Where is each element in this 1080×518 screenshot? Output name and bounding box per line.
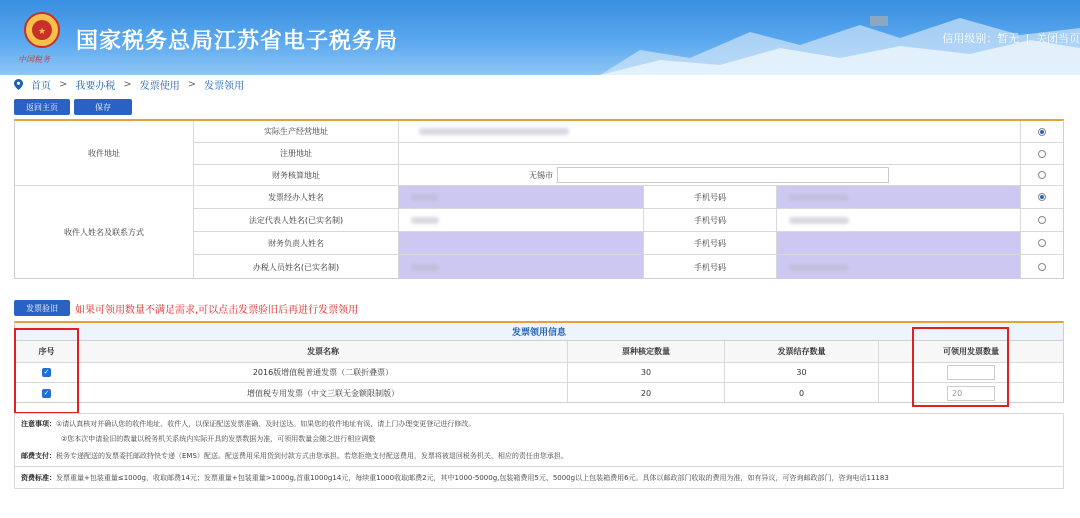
contact-row-label: 办税人员姓名(已实名制) xyxy=(194,255,399,279)
contact-name-input[interactable] xyxy=(399,186,644,209)
breadcrumb-separator: > xyxy=(187,78,197,90)
contact-radio-cell[interactable] xyxy=(1021,232,1063,255)
contact-radio[interactable] xyxy=(1038,193,1046,201)
contact-name-input[interactable] xyxy=(399,255,644,279)
delivery-info-table xyxy=(14,119,1064,279)
postal-line: 邮费支付：税务专递配送的发票委托邮政特快专递（EMS）配送。配送费用采用货到付款方式由您承担。若您拒绝支付配送费用，发票将被退回税务机关，相应的责任由您承担。 xyxy=(21,452,568,460)
invoice-table xyxy=(14,321,1064,403)
city-label: 无锡市 xyxy=(529,170,553,180)
contact-name-input[interactable] xyxy=(399,232,644,255)
address-radio[interactable] xyxy=(1038,128,1046,136)
address-city-cell xyxy=(399,165,1021,186)
address-detail-input[interactable] xyxy=(557,167,889,183)
contact-radio-cell[interactable] xyxy=(1021,186,1063,209)
breadcrumb-invoice-claim[interactable]: 发票领用 xyxy=(204,80,245,92)
phone-input[interactable] xyxy=(777,232,1021,255)
breadcrumb xyxy=(14,77,244,91)
available-qty-input[interactable]: 20 xyxy=(947,386,995,401)
save-button[interactable]: 保存 xyxy=(74,99,132,115)
notice-line-2: ②您本次申请验旧的数量以税务机关系统内实际开具的发票数据为准，可领用数量会随之进行相应调整 xyxy=(61,435,376,443)
address-row-label: 实际生产经营地址 xyxy=(194,121,399,143)
address-radio-cell[interactable] xyxy=(1021,121,1063,143)
verify-row xyxy=(14,300,358,316)
breadcrumb-invoice-use[interactable]: 发票使用 xyxy=(139,80,180,92)
site-header xyxy=(0,0,1080,75)
breadcrumb-separator: > xyxy=(123,78,132,90)
verify-hint: 如果可领用数量不满足需求,可以点击发票验旧后再进行发票领用 xyxy=(75,304,359,316)
highlight-available-column xyxy=(912,327,1009,407)
col-header-stock: 发票结存数量 xyxy=(725,341,879,363)
contact-radio[interactable] xyxy=(1038,263,1046,271)
row-checkbox[interactable]: ✓ xyxy=(43,388,50,397)
row-checkbox[interactable]: ✓ xyxy=(43,368,50,376)
credit-level: 信用级别：暂无 xyxy=(942,32,1020,45)
phone-label: 手机号码 xyxy=(644,186,777,209)
phone-label: 手机号码 xyxy=(644,209,777,232)
stock-qty: 30 xyxy=(725,363,879,383)
contact-row-label: 财务负责人姓名 xyxy=(194,232,399,255)
invoice-name: 2016版增值税普通发票（二联折叠票） xyxy=(79,363,568,383)
address-radio-cell[interactable] xyxy=(1021,143,1063,165)
breadcrumb-tax[interactable]: 我要办税 xyxy=(75,80,116,92)
contact-row-label: 发票经办人姓名 xyxy=(194,186,399,209)
invoice-table-title: 发票领用信息 xyxy=(15,323,1063,341)
location-pin-icon xyxy=(14,79,23,90)
verify-old-button[interactable]: 发票验旧 xyxy=(14,300,70,316)
contact-radio[interactable] xyxy=(1038,239,1046,247)
phone-label: 手机号码 xyxy=(644,232,777,255)
col-header-name: 发票名称 xyxy=(79,341,568,363)
notes-panel xyxy=(14,413,1064,489)
address-radio-cell[interactable] xyxy=(1021,165,1063,186)
receive-address-label: 收件地址 xyxy=(15,121,194,186)
address-value xyxy=(399,121,1021,143)
col-header-seq: 序号 xyxy=(15,341,79,363)
breadcrumb-separator: > xyxy=(59,78,68,90)
contact-radio-cell[interactable] xyxy=(1021,209,1063,232)
highlight-checkbox-column xyxy=(14,328,79,414)
approved-qty: 20 xyxy=(568,383,725,403)
svg-text:★: ★ xyxy=(37,27,47,37)
address-value xyxy=(399,143,1021,165)
approved-qty: 30 xyxy=(568,363,725,383)
contact-radio[interactable] xyxy=(1038,216,1046,224)
contacts-label: 收件人姓名及联系方式 xyxy=(15,186,194,279)
home-button[interactable]: 返回主页 xyxy=(14,99,70,115)
phone-value xyxy=(777,209,1021,232)
notice-line-1: 注意事项：①请认真核对并确认您的收件地址、收件人，以保证配送发票准确、及时送达。如果您的收件地址有误，请上门办理变更登记进行修改。 xyxy=(21,420,476,428)
col-header-approved: 票种核定数量 xyxy=(568,341,725,363)
col-header-available: 可领用发票数量 xyxy=(879,341,1063,363)
header-links xyxy=(942,30,1080,46)
phone-input[interactable] xyxy=(777,255,1021,279)
notes-divider xyxy=(15,466,1063,467)
phone-label: 手机号码 xyxy=(644,255,777,279)
logo-script: 中国税务 xyxy=(18,55,50,64)
site-title: 国家税务总局江苏省电子税务局 xyxy=(76,29,399,54)
address-row-label: 注册地址 xyxy=(194,143,399,165)
address-radio[interactable] xyxy=(1038,150,1046,158)
address-radio[interactable] xyxy=(1038,171,1046,179)
header-separator: | xyxy=(1025,32,1030,45)
stock-qty: 0 xyxy=(725,383,879,403)
contact-radio-cell[interactable] xyxy=(1021,255,1063,279)
fee-line: 资费标准：发票重量+包装重量≤1000g，收取邮费14元；发票重量+包装重量>1000g,首重1000g14元，每续重1000收取邮费2元，其中1000-5000g,包装箱费用5元、5000g以上包装箱费用6元。具体以邮政部门收取的费用为准，如有异议，可咨询邮政部门，咨询电话11183 xyxy=(21,474,889,482)
phone-input[interactable] xyxy=(777,186,1021,209)
invoice-name: 增值税专用发票（中文三联无金额限制版） xyxy=(79,383,568,403)
contact-row-label: 法定代表人姓名(已实名制) xyxy=(194,209,399,232)
close-page-link[interactable]: 关闭当页 xyxy=(1036,32,1080,45)
contact-name-value xyxy=(399,209,644,232)
address-row-label: 财务核算地址 xyxy=(194,165,399,186)
breadcrumb-home[interactable]: 首页 xyxy=(31,80,51,92)
